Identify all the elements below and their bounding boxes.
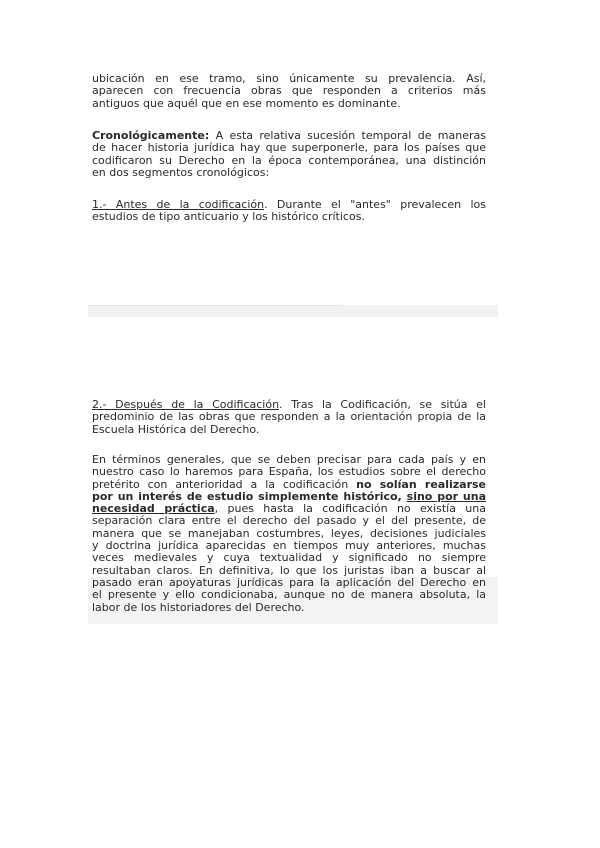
text-run: , pues hasta la codificación no existía una	[214, 502, 486, 516]
bold-lead: Cronológicamente:	[92, 129, 210, 142]
text-line: veces medievales y cuya textualidad y significado no siempre	[92, 551, 486, 565]
text-line: pasado eran apoyaturas jurídicas para la aplicación del Derecho en	[92, 575, 486, 589]
paragraph-antes-codificacion	[92, 199, 486, 224]
text-line: labor de los historiadores del Derecho.	[92, 600, 305, 614]
text-line: separación clara entre el derecho del pasado y el del presente, de	[92, 514, 486, 528]
section-heading: 1.- Antes de la codificación	[92, 198, 265, 211]
paragraph-despues-codificacion	[92, 399, 486, 436]
bold-underlined-emphasis: sino por una	[406, 489, 486, 503]
section-heading: 2.- Después de la Codificación	[92, 398, 280, 411]
text-line: estudios de tipo anticuario y los histórico críticos.	[92, 210, 365, 224]
text-run: . Durante el "antes" prevalecen los	[264, 198, 486, 211]
text-line: manera que se manejaban costumbres, leyes, decisiones judiciales	[92, 526, 486, 540]
text-line: y doctrina jurídica aparecidas en tiempos muy anteriores, muchas	[92, 539, 486, 553]
text-run: . Tras la Codificación, se sitúa el	[279, 398, 486, 411]
text-line: codificaron su Derecho en la época contemporánea, una distinción	[92, 153, 486, 167]
text-line: ubicación en ese tramo, sino únicamente su prevalencia. Así,	[92, 72, 486, 85]
text-run: pretérito con anterioridad a la codificación	[92, 477, 357, 491]
text-run: ,	[397, 489, 407, 503]
text-line: En términos generales, que se deben precisar para cada país y en	[92, 453, 486, 466]
bold-emphasis: por un interés de estudio simplemente histórico	[92, 489, 398, 503]
scan-band-line	[88, 305, 342, 306]
text-line: predominio de las obras que responden a la orientación propia de la	[92, 410, 486, 424]
text-line: Escuela Histórica del Derecho.	[92, 422, 260, 436]
paragraph-prevalencia	[92, 73, 486, 110]
text-run: A esta relativa sucesión temporal de maneras	[209, 129, 486, 142]
text-line: de hacer historia jurídica hay que superponerle, para los países que	[92, 141, 486, 155]
text-line: resultaban claros. En definitiva, lo que los juristas iban a buscar al	[92, 563, 486, 577]
text-line: el presente y ello condicionaba, aunque no de manera absoluta, la	[92, 588, 486, 602]
text-line: aparecen con frecuencia obras que responden a criterios más	[92, 84, 486, 98]
paragraph-terminos-generales	[92, 454, 486, 614]
text-line: nuestro caso lo haremos para España, los estudios sobre el derecho	[92, 465, 486, 479]
bold-underlined-emphasis: necesidad práctica	[92, 502, 215, 516]
paragraph-cronologicamente	[92, 130, 486, 179]
text-line: antiguos que aquél que en ese momento es dominante.	[92, 96, 401, 110]
scan-band	[88, 305, 498, 317]
bold-emphasis: no solían realizarse	[356, 477, 486, 491]
text-line: en dos segmentos cronológicos:	[92, 165, 270, 179]
